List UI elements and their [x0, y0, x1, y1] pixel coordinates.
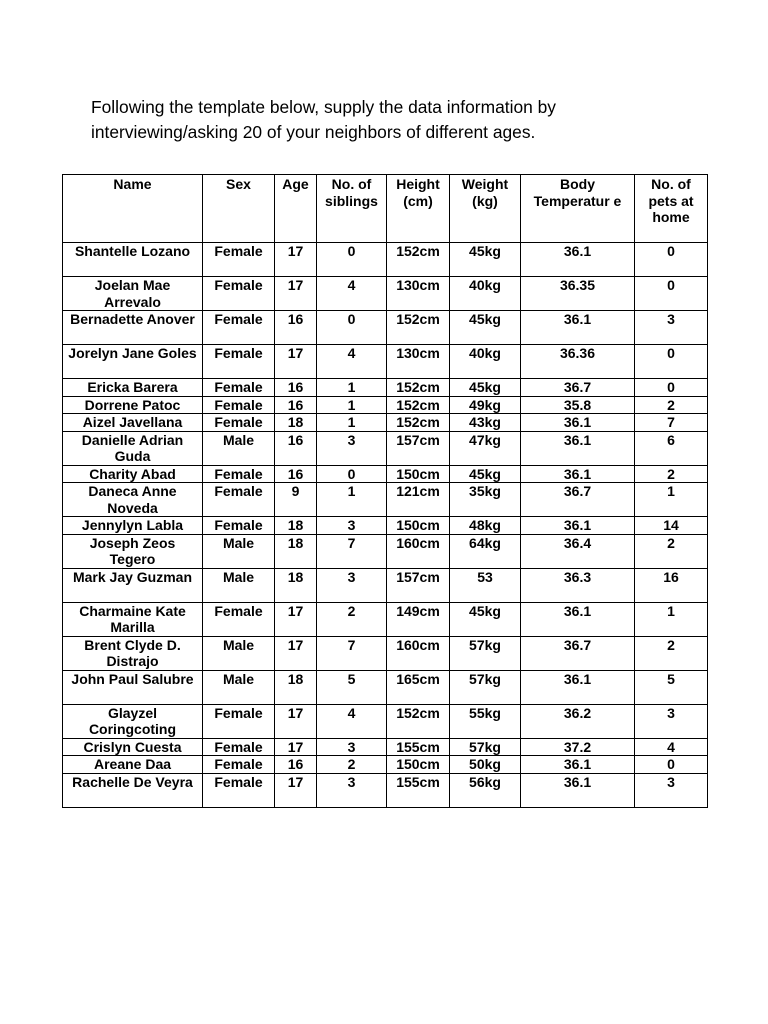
cell-age: 16	[275, 431, 317, 465]
cell-sex: Male	[203, 568, 275, 602]
cell-sex: Female	[203, 345, 275, 379]
cell-name: Charmaine Kate Marilla	[63, 602, 203, 636]
cell-siblings: 3	[317, 568, 387, 602]
cell-temperature: 35.8	[521, 396, 635, 414]
cell-weight: 45kg	[450, 311, 521, 345]
cell-age: 17	[275, 602, 317, 636]
cell-pets: 16	[635, 568, 708, 602]
header-temperature: Body Temperatur e	[521, 175, 635, 243]
table-row	[63, 534, 708, 568]
cell-sex: Male	[203, 636, 275, 670]
cell-sex: Female	[203, 396, 275, 414]
cell-siblings: 3	[317, 773, 387, 807]
cell-sex: Female	[203, 277, 275, 311]
header-name: Name	[63, 175, 203, 243]
cell-sex: Female	[203, 704, 275, 738]
cell-siblings: 0	[317, 465, 387, 483]
cell-temperature: 36.3	[521, 568, 635, 602]
cell-pets: 0	[635, 277, 708, 311]
cell-pets: 7	[635, 414, 708, 432]
cell-siblings: 7	[317, 636, 387, 670]
table-row	[63, 483, 708, 517]
instructions-line-2: interviewing/asking 20 of your neighbors of different ages.	[91, 122, 536, 142]
cell-temperature: 36.1	[521, 517, 635, 535]
cell-sex: Female	[203, 414, 275, 432]
cell-siblings: 1	[317, 483, 387, 517]
cell-height: 157cm	[387, 568, 450, 602]
cell-age: 18	[275, 517, 317, 535]
cell-age: 17	[275, 704, 317, 738]
table-row	[63, 431, 708, 465]
cell-name: Jorelyn Jane Goles	[63, 345, 203, 379]
cell-height: 160cm	[387, 636, 450, 670]
cell-age: 16	[275, 311, 317, 345]
cell-pets: 3	[635, 704, 708, 738]
cell-name: Aizel Javellana	[63, 414, 203, 432]
cell-height: 152cm	[387, 311, 450, 345]
cell-pets: 1	[635, 483, 708, 517]
cell-age: 16	[275, 756, 317, 774]
cell-height: 160cm	[387, 534, 450, 568]
cell-sex: Female	[203, 311, 275, 345]
cell-age: 17	[275, 738, 317, 756]
cell-name: Jennylyn Labla	[63, 517, 203, 535]
cell-height: 165cm	[387, 670, 450, 704]
cell-name: Crislyn Cuesta	[63, 738, 203, 756]
cell-weight: 64kg	[450, 534, 521, 568]
cell-weight: 40kg	[450, 345, 521, 379]
cell-siblings: 1	[317, 396, 387, 414]
table-row	[63, 738, 708, 756]
cell-siblings: 4	[317, 345, 387, 379]
cell-weight: 57kg	[450, 670, 521, 704]
cell-weight: 43kg	[450, 414, 521, 432]
cell-pets: 2	[635, 396, 708, 414]
cell-weight: 45kg	[450, 379, 521, 397]
cell-siblings: 4	[317, 704, 387, 738]
cell-sex: Female	[203, 517, 275, 535]
cell-age: 17	[275, 243, 317, 277]
cell-weight: 53	[450, 568, 521, 602]
cell-weight: 45kg	[450, 243, 521, 277]
cell-sex: Female	[203, 602, 275, 636]
cell-weight: 45kg	[450, 465, 521, 483]
table-row	[63, 756, 708, 774]
cell-siblings: 1	[317, 414, 387, 432]
table-row	[63, 704, 708, 738]
cell-weight: 57kg	[450, 636, 521, 670]
cell-pets: 4	[635, 738, 708, 756]
cell-siblings: 5	[317, 670, 387, 704]
cell-temperature: 36.4	[521, 534, 635, 568]
cell-temperature: 37.2	[521, 738, 635, 756]
cell-pets: 14	[635, 517, 708, 535]
table-row	[63, 670, 708, 704]
cell-sex: Female	[203, 773, 275, 807]
cell-weight: 47kg	[450, 431, 521, 465]
cell-weight: 50kg	[450, 756, 521, 774]
instructions-line-1: Following the template below, supply the data information by	[91, 97, 556, 117]
cell-age: 17	[275, 636, 317, 670]
cell-weight: 45kg	[450, 602, 521, 636]
cell-sex: Female	[203, 738, 275, 756]
cell-siblings: 0	[317, 311, 387, 345]
cell-temperature: 36.7	[521, 379, 635, 397]
cell-temperature: 36.1	[521, 756, 635, 774]
cell-pets: 3	[635, 311, 708, 345]
cell-height: 155cm	[387, 773, 450, 807]
cell-age: 16	[275, 379, 317, 397]
cell-age: 18	[275, 670, 317, 704]
cell-height: 152cm	[387, 704, 450, 738]
cell-temperature: 36.1	[521, 243, 635, 277]
cell-siblings: 3	[317, 738, 387, 756]
cell-sex: Male	[203, 670, 275, 704]
cell-name: Areane Daa	[63, 756, 203, 774]
cell-weight: 55kg	[450, 704, 521, 738]
cell-sex: Male	[203, 431, 275, 465]
cell-name: Brent Clyde D. Distrajo	[63, 636, 203, 670]
cell-siblings: 7	[317, 534, 387, 568]
cell-siblings: 1	[317, 379, 387, 397]
cell-height: 149cm	[387, 602, 450, 636]
cell-weight: 35kg	[450, 483, 521, 517]
cell-name: Ericka Barera	[63, 379, 203, 397]
table-row	[63, 636, 708, 670]
table-row	[63, 396, 708, 414]
cell-weight: 56kg	[450, 773, 521, 807]
cell-temperature: 36.1	[521, 431, 635, 465]
header-weight: Weight (kg)	[450, 175, 521, 243]
cell-age: 18	[275, 414, 317, 432]
cell-age: 16	[275, 465, 317, 483]
cell-name: Daneca Anne Noveda	[63, 483, 203, 517]
cell-siblings: 3	[317, 517, 387, 535]
cell-weight: 49kg	[450, 396, 521, 414]
cell-weight: 40kg	[450, 277, 521, 311]
cell-name: John Paul Salubre	[63, 670, 203, 704]
cell-temperature: 36.1	[521, 311, 635, 345]
cell-height: 150cm	[387, 756, 450, 774]
cell-name: Shantelle Lozano	[63, 243, 203, 277]
cell-height: 157cm	[387, 431, 450, 465]
cell-height: 130cm	[387, 345, 450, 379]
header-siblings: No. of siblings	[317, 175, 387, 243]
cell-temperature: 36.1	[521, 465, 635, 483]
cell-temperature: 36.1	[521, 670, 635, 704]
cell-pets: 2	[635, 534, 708, 568]
table-row	[63, 568, 708, 602]
cell-temperature: 36.35	[521, 277, 635, 311]
cell-sex: Female	[203, 379, 275, 397]
cell-height: 152cm	[387, 379, 450, 397]
cell-siblings: 2	[317, 756, 387, 774]
table-row	[63, 277, 708, 311]
cell-siblings: 4	[317, 277, 387, 311]
cell-height: 155cm	[387, 738, 450, 756]
cell-pets: 3	[635, 773, 708, 807]
cell-name: Joseph Zeos Tegero	[63, 534, 203, 568]
table-row	[63, 414, 708, 432]
table-row	[63, 311, 708, 345]
table-header-row	[63, 175, 708, 243]
header-pets: No. of pets at home	[635, 175, 708, 243]
cell-siblings: 3	[317, 431, 387, 465]
cell-height: 152cm	[387, 396, 450, 414]
cell-name: Glayzel Coringcoting	[63, 704, 203, 738]
cell-height: 121cm	[387, 483, 450, 517]
table-row	[63, 773, 708, 807]
cell-pets: 0	[635, 756, 708, 774]
cell-age: 16	[275, 396, 317, 414]
cell-age: 17	[275, 277, 317, 311]
cell-sex: Male	[203, 534, 275, 568]
table-row	[63, 517, 708, 535]
cell-siblings: 2	[317, 602, 387, 636]
header-height: Height (cm)	[387, 175, 450, 243]
cell-weight: 57kg	[450, 738, 521, 756]
cell-sex: Female	[203, 483, 275, 517]
table-row	[63, 243, 708, 277]
header-age: Age	[275, 175, 317, 243]
cell-sex: Female	[203, 243, 275, 277]
instructions-text	[91, 95, 731, 145]
cell-pets: 0	[635, 243, 708, 277]
cell-siblings: 0	[317, 243, 387, 277]
cell-age: 18	[275, 534, 317, 568]
cell-height: 152cm	[387, 243, 450, 277]
cell-temperature: 36.1	[521, 602, 635, 636]
cell-pets: 0	[635, 345, 708, 379]
cell-pets: 1	[635, 602, 708, 636]
cell-age: 17	[275, 773, 317, 807]
cell-pets: 0	[635, 379, 708, 397]
cell-pets: 2	[635, 636, 708, 670]
neighbor-survey-table	[62, 174, 708, 808]
cell-height: 152cm	[387, 414, 450, 432]
cell-name: Dorrene Patoc	[63, 396, 203, 414]
cell-height: 130cm	[387, 277, 450, 311]
cell-temperature: 36.1	[521, 773, 635, 807]
cell-height: 150cm	[387, 517, 450, 535]
cell-temperature: 36.7	[521, 483, 635, 517]
cell-temperature: 36.36	[521, 345, 635, 379]
cell-pets: 2	[635, 465, 708, 483]
cell-name: Charity Abad	[63, 465, 203, 483]
cell-name: Rachelle De Veyra	[63, 773, 203, 807]
cell-name: Mark Jay Guzman	[63, 568, 203, 602]
cell-sex: Female	[203, 756, 275, 774]
cell-temperature: 36.1	[521, 414, 635, 432]
table-row	[63, 465, 708, 483]
cell-pets: 6	[635, 431, 708, 465]
table-row	[63, 345, 708, 379]
cell-age: 18	[275, 568, 317, 602]
cell-name: Danielle Adrian Guda	[63, 431, 203, 465]
table-row	[63, 602, 708, 636]
cell-height: 150cm	[387, 465, 450, 483]
cell-weight: 48kg	[450, 517, 521, 535]
cell-age: 9	[275, 483, 317, 517]
table-row	[63, 379, 708, 397]
header-sex: Sex	[203, 175, 275, 243]
cell-age: 17	[275, 345, 317, 379]
cell-pets: 5	[635, 670, 708, 704]
table-body	[63, 243, 708, 808]
cell-name: Bernadette Anover	[63, 311, 203, 345]
cell-temperature: 36.7	[521, 636, 635, 670]
cell-temperature: 36.2	[521, 704, 635, 738]
cell-name: Joelan Mae Arrevalo	[63, 277, 203, 311]
cell-sex: Female	[203, 465, 275, 483]
